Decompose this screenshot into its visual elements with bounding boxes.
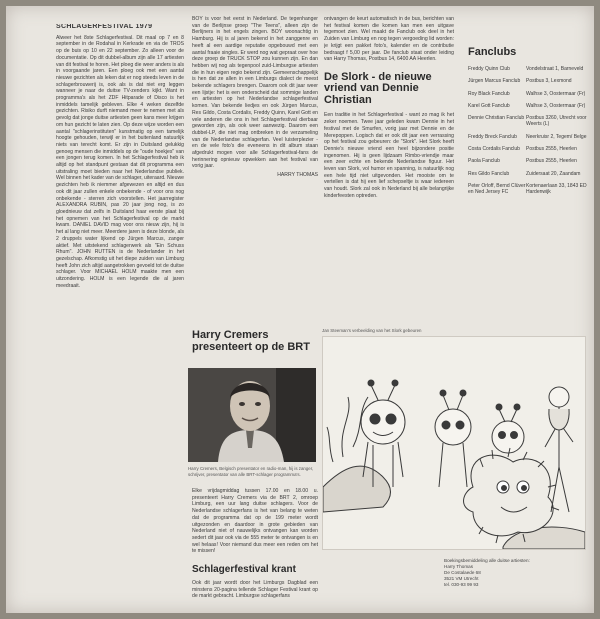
fanclub-address: Kortenaerlaan 33, 1843 ED Hardenwijk [526, 182, 587, 196]
slork-text: Een traditie in het Schlagerfestival - want zo mag ik het zeker noemen. Twee jaar geleden kwam Dennie in het festival met de Smurfen, vorig jaar met Dennie en de Merepoppen. Logisch dat er ook dit jaar een verrassing op het festival zou gebeuren: de "Slork". Het Slork heeft Dennie's nieuwe vriend een heel bijzondere positie ingenomen. Hij is geen lijdzaam Rimbo-vriendje maar een zeer echte en bekende Nederlandse figuur. Het leven van Slork, vol humor en spanning, is natuurlijk nog een hele tijd niet uitgevonden. Het mooiste om te vertellen is dat hij een lief schepseltje is waar iedereen van houdt. Slork zal ook in Nederland bij alle belangrijke kinderfeesten optreden. [324, 112, 454, 199]
column-2-text: BOY is voor het eerst in Nederland. De tegenhanger van de Berlijnse groep "The Teens", alleen zijn de Berlijners in het engels zingen. BOY woonachtig in Hamburg. Hij is al jaren bekend in het zanggenre en heeft al een aardige reputatie opgebouwd met een aantal fraaie singles. Er werd nog wat gepraat over hoe deze groep de TRUCK STOP zou kunnen zijn. En dan hebben wij nog als tegenpool zuid-Limburgse artiesten die in hun eigen regio bekend zijn. Gemeenschappelijk is hen dat ze allen in een Limburgs dialect de meest bekende schlagers brengen. Daarom ook dit jaar weer een lijstje: het is een onderscheid dat sommige landen en artiesten op het Nederlandse schlagerfestival komen. Van bekende liedjes en ook Jürgen Marcus, Res Gildo, Costa Cordalis, Freddy Quinn, Karel Gott en vele anderen die ons in het Schlagerfestival dierbaar geworden zijn, als ook weer aanwezig. Daarom een dubbel-LP, die niet mag ontbreken in de verzameling van de Nederlandse schlagerfan. Veel luisterplezier - en de vele foto's die eveneens in dit album staan afgedrukt mogen voor alle Schlagerfestival-fans de herinnering opnieuw opwekken aan het festival van vorig jaar. [192, 16, 318, 170]
harry-cremers-photo [188, 368, 316, 462]
fanclub-address: Walhse 3, Oostermaar (Fr) [526, 102, 586, 109]
harry-cremers-text: Elke vrijdagmiddag tussen 17.00 en 18.00 u. presenteert Harry Cremers via de BRT 2, omroep Limburg, een uur lang duitse schlagers. Voor de Nederlandse schlagerfans is het van belang te weten dat de programma dat op de 199 meter wordt uitgezonden en daardoor in grote gebieden van Nederland niet of nauwelijks ontvangen kan worden sedert dit jaar ook via de 555 meter te ontvangen is en wel helaas! Voor niemand dus meer een reden om het te missen! [192, 488, 318, 555]
credits-line-3: De Costalaede 68 [444, 570, 481, 575]
fanclub-row [468, 103, 592, 109]
fanclub-address: Postbus 3260, Utrecht voor Weerts (L) [526, 115, 587, 128]
fanclub-row [468, 134, 592, 140]
fanclubs-section [468, 46, 592, 202]
fanclub-name: Res Gildo Fanclub [468, 170, 510, 177]
fanclub-address: Postbus 2555, Heerlen [526, 158, 577, 165]
fanclub-row [468, 183, 592, 196]
fanclub-address: Postbus 2555, Heerlen [526, 146, 577, 153]
krant-heading: Schlagerfestival krant [192, 564, 296, 575]
slork-illustration [323, 337, 585, 549]
fanclubs-title: Fanclubs [468, 46, 517, 58]
fanclub-name: Roy Black Fanclub [468, 90, 510, 97]
krant-text: Ook dit jaar wordt door het Limburgs Dagblad een minstens 20-pagina tellende Schlager Festival krant op de markt gebracht. Limburgse schlagerfans [192, 580, 318, 600]
fanclub-row [468, 91, 592, 97]
harry-cremers-caption: Harry Cremers, Belgisch presentator en radio-man, hij is zanger, schrijver, presentator van alle BRT-schlager programma's. [188, 466, 314, 477]
fanclub-name: Paola Fanclub [468, 158, 500, 165]
credits-line-1: Boekingsbemiddeling alle duitse artiesten: [444, 558, 530, 563]
fanclub-row [468, 66, 592, 72]
fanclub-name: Costa Cordalis Fanclub [468, 146, 520, 153]
fanclub-address: Postbus 3, Lexmond [526, 78, 572, 85]
fanclub-address: Neerkruisr 2, Tegem/ Belge [526, 133, 587, 140]
column-2-signature: HARRY THOMAS [277, 172, 318, 179]
column-3 [324, 16, 454, 316]
slork-heading: De Slork - de nieuwe vriend van Dennie Christian [324, 70, 432, 106]
page-header: SCHLAGERFESTIVAL 1979 [56, 24, 153, 30]
credits-line-4: 3521 VM Utrecht [444, 576, 479, 581]
column-3-top-text: ontvangen de keurt automatisch in de bus, berichten van het festival komen die komen kan men een uitgave tegemoet zien. Wel maakt de Fanclub ook deel in het Zuiden van Limburg en nog tegen vergoeding lid worden: je krijgt een pakket foto's, kalender en de contributie bedraagt f 5,00 per jaar. De fanclub staat onder leiding van Harry Thomas, Postbus 14, 6400 AA Heerlen. [324, 16, 454, 63]
booking-credits [444, 558, 574, 588]
portrait-image [188, 368, 316, 462]
fanclub-row [468, 78, 592, 84]
fanclub-name: Jürgen Marcus Fanclub [468, 78, 521, 85]
cartoon-caption: Jan Steeman's verbeelding van het Slork gebeuren [322, 328, 422, 333]
fanclub-row [468, 171, 592, 177]
fanclub-row [468, 158, 592, 164]
column-1-text: Alweer het 8ste Schlagerfestival. Dit maal op 7 en 8 september in de Rodahal in Kerkrade en via de TROS op de buis op 10 en 22 september. Zo alleen voor de documentatie. Op dit dubbel-album zijn alle 17 artiesten van dit festival te horen. Het ploeg die weer anders is als in voorgaande jaren. Een ploeg ook met een aantal nieuwe gezichten als leken dat er nog steeds leven in de schlagerbrouwerij is, ook als is dat niet erg leggen wanneer je naar de duitse TV-zenders kijkt. Want in programma's als het ZDF Hitparade of Disco is het inmiddels tamelijk gebleven. Elke 4 weken dezelfde gezichten. Risiko durft niemand meer te nemen met als gevolg dat jonge duitse artiesten geen kans meer krijgen om hun gezicht te laten zien. Op deze wijze worden een aantal "schlagerinstituten" kunstmatig op een tamelijk hoogte gehouden, terwijl er in het buitenland natuurlijk niets van terecht komt. Er zijn in Duitsland gelukkig genoeg mensen die inmiddels op de "oude hoekjes" van een jongen terug komen. In het Schlagerfestival heb ik altijd op het standpunt gestaan dat dit programma een uitstraling moet bieden naar het Nederlandse publiek. Wel binnen het kader van de schlager, uiteraard. Nieuwe gezichten heb ik niemmer afgewezen en altijd en dus ook dit jaar zullen enkele onbekende - of voor ons nog onbekende - sterren zich voorstellen. Het jaarregister ALEXANDRA RUBIN, pas 20 jaar jong nog, is zo gloednieuw dat zelfs in Duitsland haar eerste plaat bij het opnemen van het Schlagerfestival op de markt kwam. DANIEL DAVID mag voor ons nieuw zijn, hij is het al lang niet meer. Meerdere jaren is deze blonde, als 2 druppels water lijkend op Jürgen Marcus, zanger aktief. Met uitstekend schlagerwerk als "Ein Schuss Rhum". JOHN RUTTEN is de Nederlander in het gezelschap. Afkomstig uit het diepe zuiden van Limburg heeft John zich altijd aangetrokken gevoeld tot de duitse schlager. Voor MICHAEL HOLM maakte men een uitzondering. HOLM is een legende die al jaren meedraait. [56, 34, 184, 289]
credits-line-5: tel. 030-93 99 93 [444, 582, 479, 587]
fanclub-name: Freddy Quinn Club [468, 66, 510, 72]
fanclub-row [468, 115, 592, 128]
credits-line-2: Harry Thomas [444, 564, 474, 569]
slork-cartoon [322, 336, 586, 550]
fanclub-address: Zuidersaat 20, Zaandam [526, 170, 581, 177]
fanclub-name: Karel Gott Fanclub [468, 102, 510, 109]
column-1 [56, 24, 184, 604]
harry-cremers-heading: Harry Cremers presenteert op de BRT [192, 329, 310, 353]
fanclub-name: Freddy Breck Fanclub [468, 133, 517, 140]
fanclub-address: Vondelstraat 1, Barneveld [526, 66, 584, 72]
fanclub-name: Peter Orloff, Bernd Clüver en Ned Jersey FC [468, 182, 526, 196]
fanclub-address: Walhse 3, Oostermaar (Fr) [526, 90, 586, 97]
fanclub-name: Dennie Christian Fanclub [468, 115, 525, 122]
column-2 [192, 16, 318, 326]
liner-notes-sheet [6, 6, 594, 613]
fanclub-row [468, 146, 592, 152]
